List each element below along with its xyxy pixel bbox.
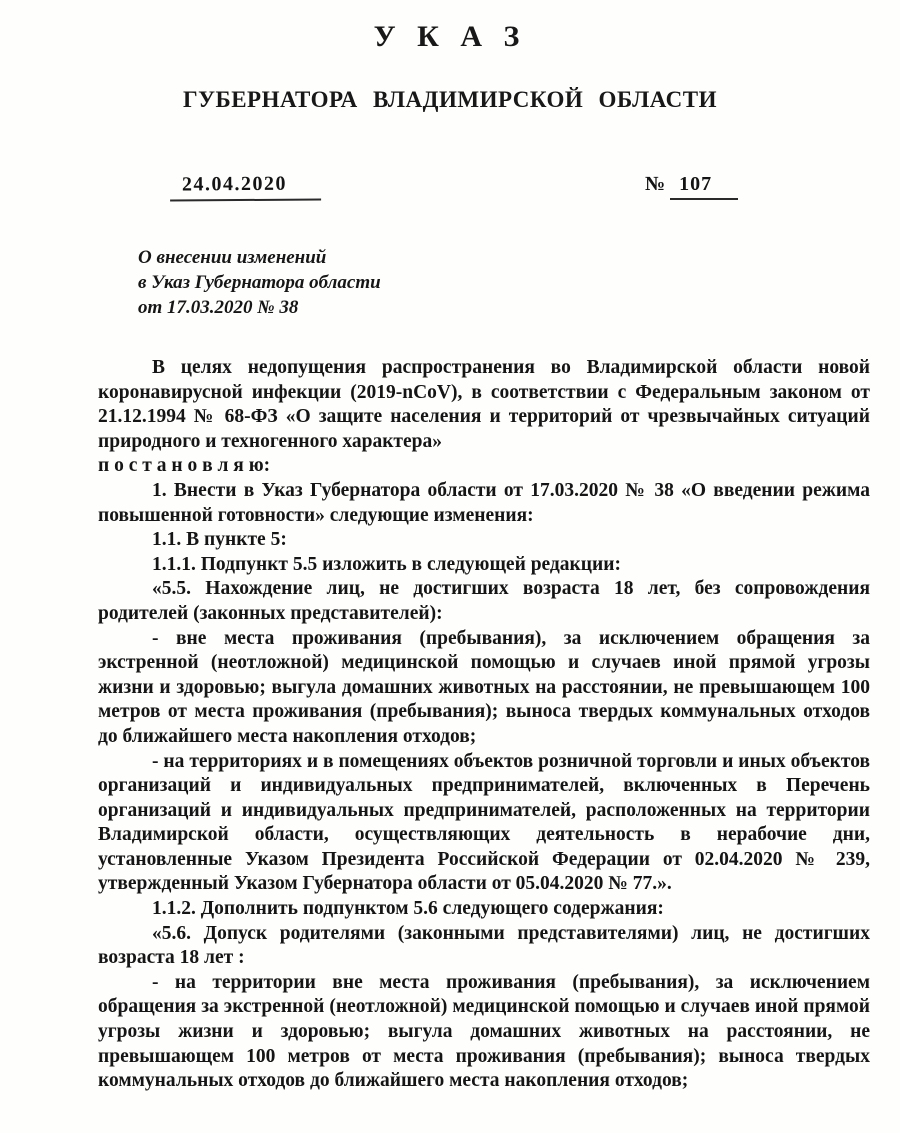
body-paragraph-item-1-1: 1.1. В пункте 5: (152, 529, 287, 551)
body-paragraph-resolve-word: п о с т а н о в л я ю: (98, 455, 271, 477)
body-paragraph-item-1: 1. Внести в Указ Губернатора области от 17.03.2020 № 38 «О введении режима повышенной готовности» следующие изменения: (98, 479, 870, 526)
body-paragraph-dash-1: - вне места проживания (пребывания), за исключением обращения за экстренной (неотложной) медицинской помощью и случаев иной прямой угрозы жизни и здоровью; выгула домашних животных на расстоянии, не превышающем 100 метров от места проживания (пребывания); выноса твердых коммунальных отходов до ближайшего места накопления отходов; (98, 627, 870, 747)
body-paragraph-dash-3: - на территории вне места проживания (пребывания), за исключением обращения за экстренной (неотложной) медицинской помощью и случаев иной прямой угрозы жизни и здоровью; выгула домашних животных на расстоянии, не превышающем 100 метров от места проживания (пребывания); выноса твердых коммунальных отходов до ближайшего места накопления отходов; (98, 971, 870, 1092)
document-body (0, 356, 900, 1094)
date-number-row (0, 173, 900, 201)
subject-block (138, 245, 900, 320)
subject-line: О внесении изменений (138, 247, 327, 268)
document-number-field (645, 173, 738, 196)
document-kind-title: У К А З (373, 20, 527, 53)
document-number: 107 (670, 173, 738, 200)
body-paragraph-dash-2: - на территориях и в помещениях объектов розничной торговли и иных объектов организаций и индивидуальных предпринимателей, включенных в Перечень организаций и индивидуальных предпринимателей, расположенных на территории Владимирской области, осуществляющих деятельность в нерабочие дни, установленные Указом Президента Российской Федерации от 02.04.2020 № 239, утвержденный Указом Губернатора области от 05.04.2020 № 77.». (98, 750, 870, 895)
document-date: 24.04.2020 (170, 172, 321, 201)
body-paragraph-subpoint-5-5: «5.5. Нахождение лиц, не достигших возраста 18 лет, без сопровождения родителей (законных представителей): (98, 578, 870, 624)
subject-line: от 17.03.2020 № 38 (138, 297, 299, 318)
body-paragraph-item-1-1-1: 1.1.1. Подпункт 5.5 изложить в следующей редакции: (152, 553, 621, 575)
body-paragraph-item-1-1-2: 1.1.2. Дополнить подпунктом 5.6 следующего содержания: (152, 898, 664, 920)
subject-line: в Указ Губернатора области (138, 272, 381, 293)
document-authority: ГУБЕРНАТОРА ВЛАДИМИРСКОЙ ОБЛАСТИ (182, 87, 718, 112)
number-sign: № (645, 173, 666, 195)
body-paragraph-subpoint-5-6: «5.6. Допуск родителями (законными представителями) лиц, не достигших возраста 18 лет : (98, 922, 870, 969)
body-paragraph-preamble: В целях недопущения распространения во Владимирской области новой коронавирусной инфекции (2019-nCoV), в соответствии с Федеральным законом от 21.12.1994 № 68-ФЗ «О защите населения и территорий от чрезвычайных ситуаций природного и техногенного характера» (98, 357, 870, 452)
